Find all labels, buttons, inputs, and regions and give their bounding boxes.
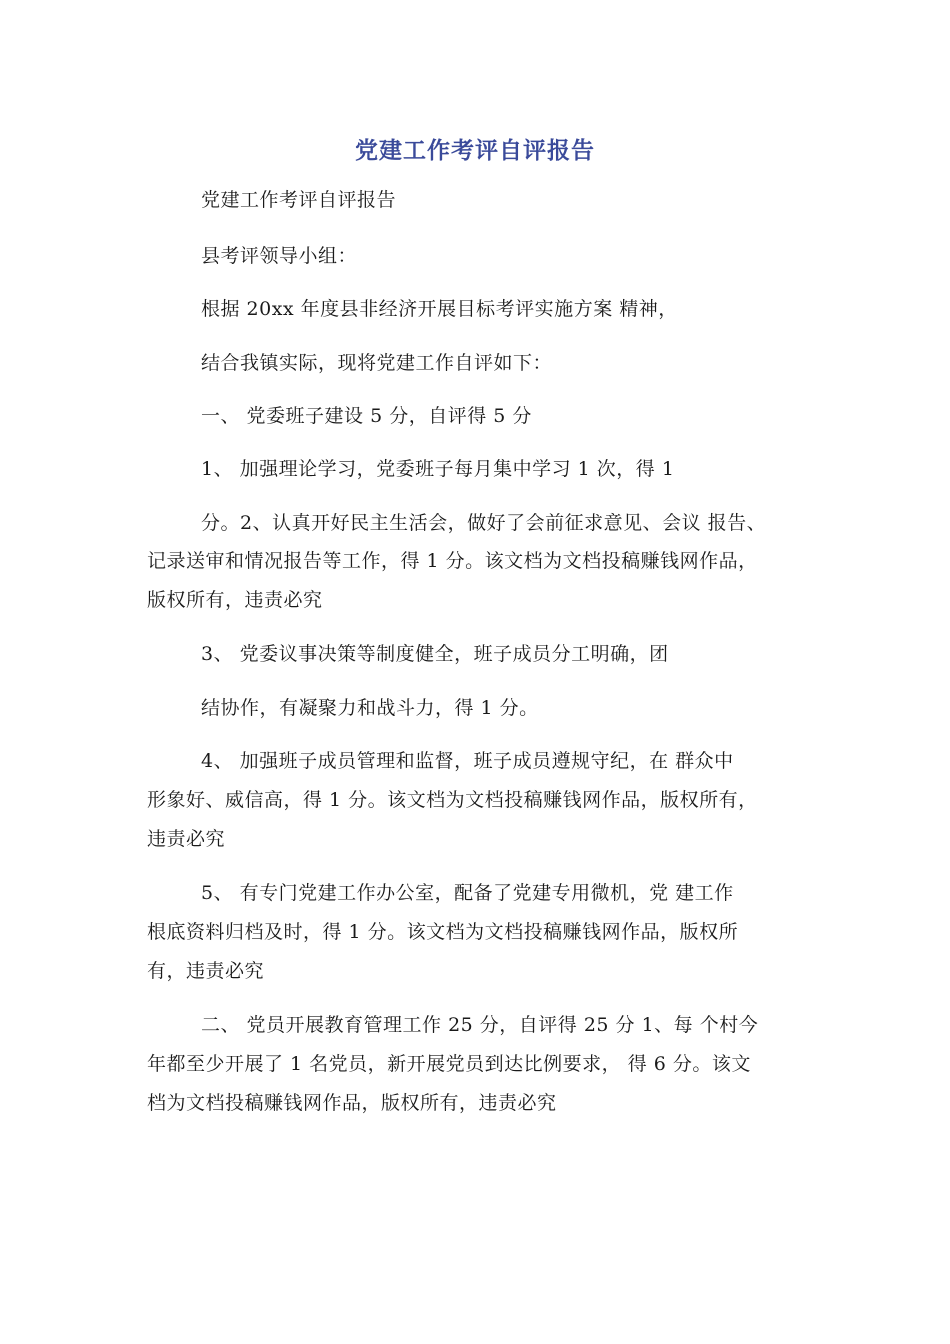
section-2-line: 档为文档投稿赚钱网作品，版权所有，违责必究 [147, 1092, 557, 1114]
item-2-line: 版权所有，违责必究 [147, 589, 323, 611]
item-3-line: 3、 党委议事决策等制度健全，班子成员分工明确，团 [201, 643, 669, 665]
item-2-line: 记录送审和情况报告等工作，得 1 分。该文档为文档投稿赚钱网作品， [147, 550, 758, 572]
item-5-line: 根底资料归档及时，得 1 分。该文档为文档投稿赚钱网作品，版权所 [147, 921, 739, 943]
body-line: 结合我镇实际，现将党建工作自评如下： [201, 352, 553, 374]
section-heading-2: 二、 党员开展教育管理工作 25 分，自评得 25 分 1、每 个村今 [201, 1014, 759, 1036]
item-3-line: 结协作，有凝聚力和战斗力，得 1 分。 [201, 697, 539, 719]
addressee-line: 县考评领导小组： [201, 245, 358, 267]
body-line: 根据 20xx 年度县非经济开展目标考评实施方案 精神， [201, 298, 678, 320]
document-title: 党建工作考评自评报告 [355, 138, 595, 164]
item-1-line: 1、 加强理论学习，党委班子每月集中学习 1 次，得 1 [201, 458, 675, 480]
section-2-line: 年都至少开展了 1 名党员，新开展党员到达比例要求， 得 6 分。该文 [147, 1053, 751, 1075]
item-4-line: 形象好、威信高，得 1 分。该文档为文档投稿赚钱网作品，版权所有， [147, 789, 758, 811]
item-4-line: 违责必究 [147, 828, 226, 850]
item-5-line: 有，违责必究 [147, 960, 265, 982]
section-heading-1: 一、 党委班子建设 5 分，自评得 5 分 [201, 405, 532, 427]
item-5-line: 5、 有专门党建工作办公室，配备了党建专用微机，党 建工作 [201, 882, 734, 904]
item-2-line: 分。2、认真开好民主生活会，做好了会前征求意见、会议 报告、 [201, 512, 767, 534]
item-4-line: 4、 加强班子成员管理和监督，班子成员遵规守纪，在 群众中 [201, 750, 734, 772]
subtitle-line: 党建工作考评自评报告 [201, 189, 397, 211]
